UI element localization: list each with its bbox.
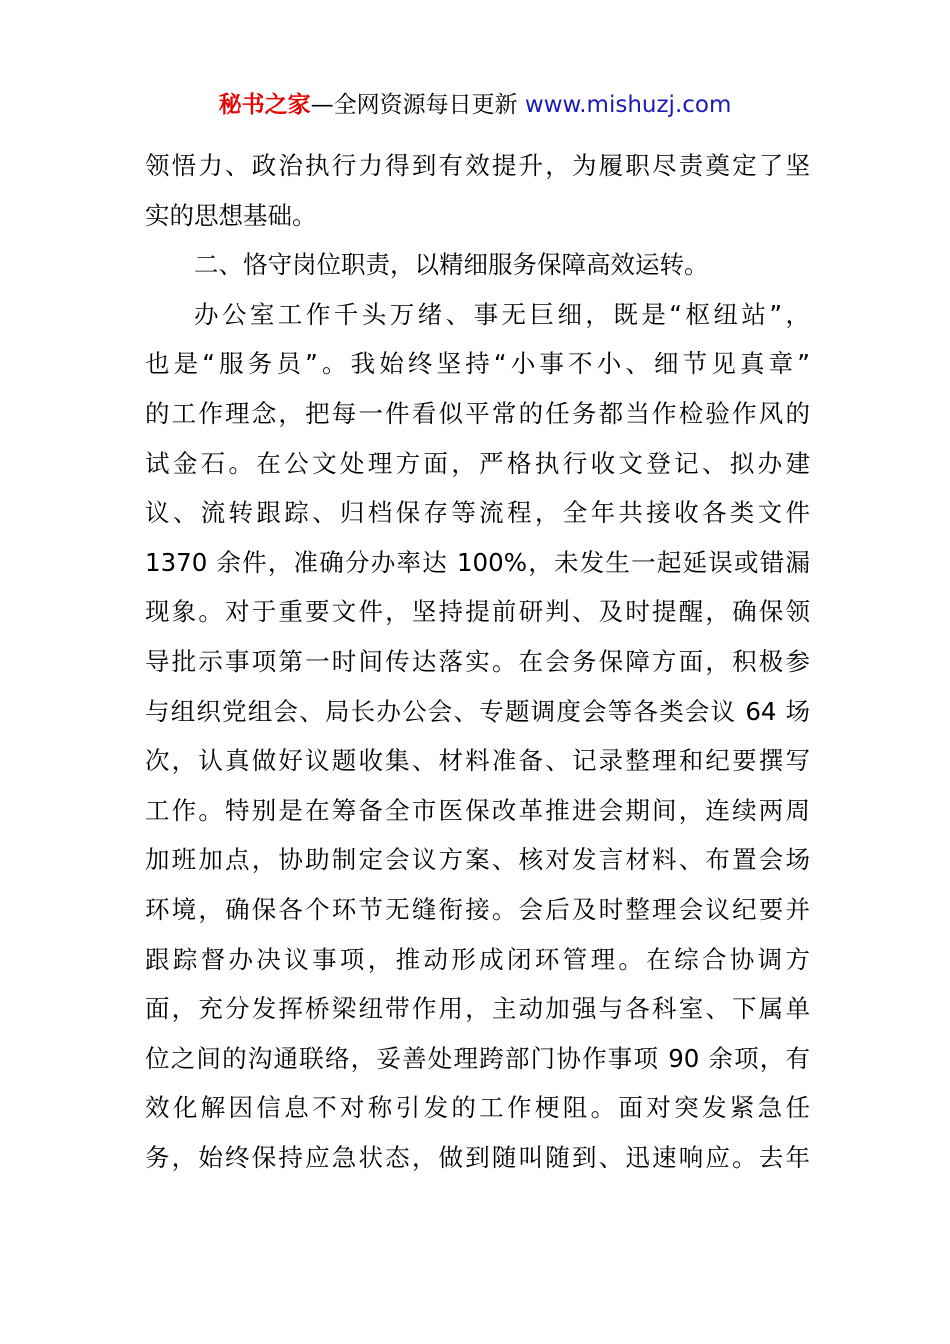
section-heading: 二、恪守岗位职责，以精细服务保障高效运转。 xyxy=(194,250,709,280)
text-line: 现象。对于重要文件，坚持提前研判、及时提醒，确保领 xyxy=(145,597,810,627)
text-line: 跟踪督办决议事项，推动形成闭环管理。在综合协调方 xyxy=(145,944,810,974)
site-brand: 秘书之家 xyxy=(218,92,311,118)
text-line: 务，始终保持应急状态，做到随叫随到、迅速响应。去年 xyxy=(145,1142,810,1172)
site-url[interactable]: www.mishuzj.com xyxy=(524,92,732,118)
text-line: 次，认真做好议题收集、材料准备、记录整理和纪要撰写 xyxy=(145,746,810,776)
text-line: 效化解因信息不对称引发的工作梗阻。面对突发紧急任 xyxy=(145,1093,810,1123)
text-line: 也是“服务员”。我始终坚持“小事不小、细节见真章” xyxy=(145,349,810,379)
text-line: 领悟力、政治执行力得到有效提升，为履职尽责奠定了坚 xyxy=(145,151,810,180)
text-line: 加班加点，协助制定会议方案、核对发言材料、布置会场 xyxy=(145,845,810,875)
body-text xyxy=(145,141,810,1182)
text-line: 试金石。在公文处理方面，严格执行收文登记、拟办建 xyxy=(145,448,810,478)
text-line: 工作。特别是在筹备全市医保改革推进会期间，连续两周 xyxy=(145,795,810,825)
text-line: 实的思想基础。 xyxy=(145,200,317,230)
text-line: 办公室工作千头万绪、事无巨细，既是“枢纽站”， xyxy=(194,299,810,329)
text-line: 与组织党组会、局长办公会、专题调度会等各类会议 64 场 xyxy=(145,696,810,726)
site-tagline: —全网资源每日更新 xyxy=(310,92,525,118)
text-line: 导批示事项第一时间传达落实。在会务保障方面，积极参 xyxy=(145,646,810,676)
text-line: 环境，确保各个环节无缝衔接。会后及时整理会议纪要并 xyxy=(145,894,810,924)
text-line: 议、流转跟踪、归档保存等流程，全年共接收各类文件 xyxy=(145,498,810,528)
site-header xyxy=(0,88,950,122)
text-line: 位之间的沟通联络，妥善处理跨部门协作事项 90 余项，有 xyxy=(145,1043,810,1073)
text-line: 面，充分发挥桥梁纽带作用，主动加强与各科室、下属单 xyxy=(145,994,810,1024)
text-line: 的工作理念，把每一件看似平常的任务都当作检验作风的 xyxy=(145,398,810,428)
text-line: 1370 余件，准确分办率达 100%，未发生一起延误或错漏 xyxy=(145,547,810,577)
